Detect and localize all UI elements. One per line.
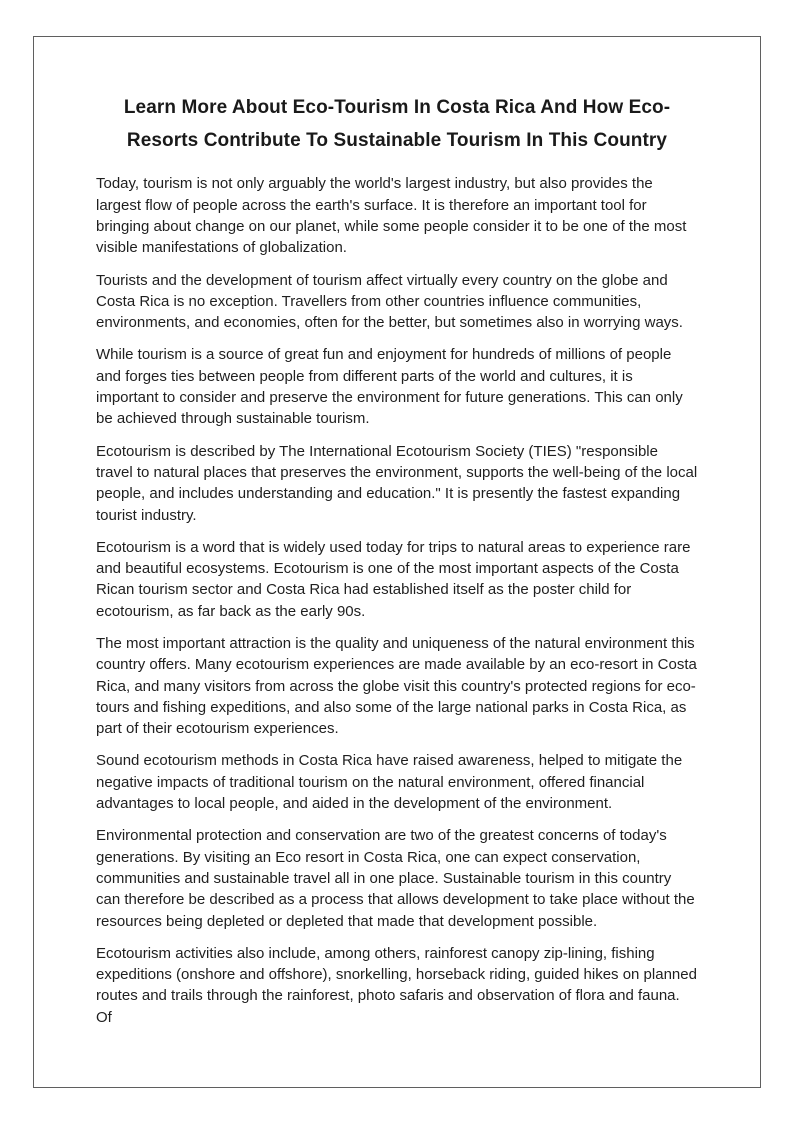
paragraph: Today, tourism is not only arguably the world's largest industry, but also provides the largest flow of people across the earth's surface. It is therefore an important tool for bringing about change on our planet, while some people consider it to be one of the most visible manifestations of globalization. — [96, 175, 687, 257]
paragraph: Environmental protection and conservation are two of the greatest concerns of today's generations. By visiting an Eco resort in Costa Rica, one can expect conservation, communities and sustainable travel all in one place. Sustainable tourism in this country can therefore be described as a process that allows development to take place without the resources being depleted or depleted that made that development possible. — [96, 827, 695, 930]
paragraph: Ecotourism is described by The International Ecotourism Society (TIES) "responsible travel to natural places that preserves the environment, supports the well-being of the local people, and includes understanding and education." It is presently the fastest expanding tourist industry. — [96, 442, 698, 524]
paragraph: Ecotourism activities also include, among others, rainforest canopy zip-lining, fishing expeditions (onshore and offshore), snorkelling, horseback riding, guided hikes on planned routes and trails through the rainforest, photo safaris and observation of flora and fauna. Of — [96, 944, 697, 1026]
document-title: Learn More About Eco-Tourism In Costa Rica And How Eco-Resorts Contribute To Sustainable Tourism In This Country — [123, 97, 671, 151]
paragraph: Ecotourism is a word that is widely used today for trips to natural areas to experience rare and beautiful ecosystems. Ecotourism is one of the most important aspects of the Costa Rican tourism sector and Costa Rica had established itself as the poster child for ecotourism, as far back as the early 90s. — [96, 538, 691, 620]
document-content — [96, 92, 698, 1039]
paragraph: Tourists and the development of tourism affect virtually every country on the globe and Costa Rica is no exception. Travellers from other countries influence communities, environments, and economies, often for the better, but sometimes also in worrying ways. — [96, 271, 683, 332]
paragraph: Sound ecotourism methods in Costa Rica have raised awareness, helped to mitigate the negative impacts of traditional tourism on the natural environment, offered financial advantages to local people, and aided in the development of the environment. — [96, 752, 683, 813]
paragraph: While tourism is a source of great fun and enjoyment for hundreds of millions of people and forges ties between people from different parts of the world and cultures, it is important to consider and preserve the environment for future generations. This can only be achieved through sustainable tourism. — [96, 346, 683, 428]
paragraph: The most important attraction is the quality and uniqueness of the natural environment this country offers. Many ecotourism experiences are made available by an eco-resort in Costa Rica, and many visitors from across the globe visit this country's protected regions for eco-tours and fishing expeditions, and also some of the large national parks in Costa Rica, as part of their ecotourism experiences. — [96, 634, 697, 738]
